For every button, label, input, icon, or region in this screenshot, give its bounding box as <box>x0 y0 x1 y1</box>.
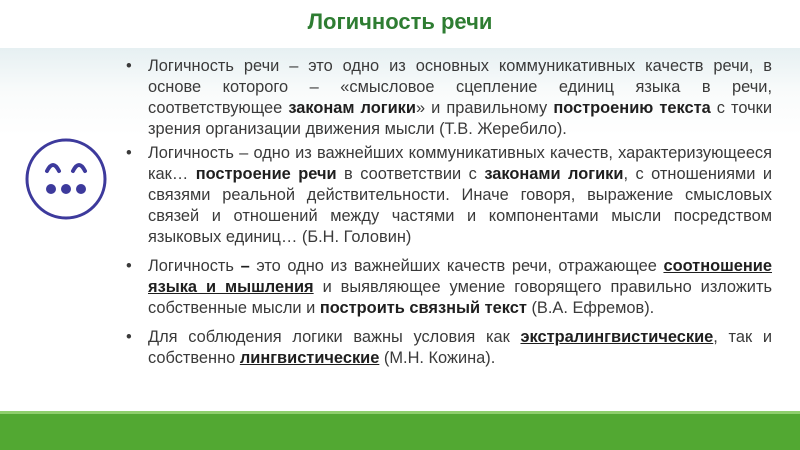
bold-phrase: построить связный текст <box>319 299 527 317</box>
bullet-marker: • <box>126 144 132 162</box>
paragraph-text: это одно из важнейших качеств речи, отражающее <box>249 257 664 275</box>
paragraph-text: » и правильному <box>415 99 554 117</box>
smiling-face-icon <box>24 137 108 221</box>
paragraph-text: , с отношениями и связями реальной действительности. Иначе говоря, выражение смысловых связей и отношений между частями и компонентами мысли посредством языковых единиц… (Б.Н. Головин) <box>148 165 773 246</box>
bullet-marker: • <box>126 257 132 275</box>
bold-phrase: – <box>240 257 250 275</box>
paragraph-text: Логичность – одно из важнейших коммуникативных качеств, характеризующееся как… <box>148 144 772 183</box>
paragraph-text: (В.А. Ефремов). <box>526 299 655 317</box>
bold-phrase: построению текста <box>553 99 711 117</box>
paragraph-3 <box>120 256 772 319</box>
paragraph-text: Логичность <box>148 257 241 275</box>
paragraph-text: (М.Н. Кожина). <box>379 349 496 367</box>
paragraph-text: Логичность речи – это одно из основных коммуникативных качеств речи, в основе которого – «смысловое сцепление единиц языка в речи, соответствующее <box>148 57 772 117</box>
title-bar <box>0 0 800 48</box>
paragraph-1 <box>120 56 772 140</box>
bold-underlined-phrase: соотношение языка и мышления <box>148 257 772 296</box>
slide-title: Логичность речи <box>307 9 493 34</box>
paragraph-text: Для соблюдения логики важны условия как <box>148 328 521 346</box>
text-area <box>120 54 772 369</box>
paragraph-text: в соответствии с <box>336 165 485 183</box>
bold-phrase: законам логики <box>288 99 416 117</box>
paragraph-text: , так и собственно <box>148 328 772 367</box>
footer-bar <box>0 414 800 450</box>
bullet-marker: • <box>126 328 132 346</box>
paragraph-text: и выявляющее умение говорящего правильно изложить собственные мысли и <box>148 278 772 317</box>
paragraph-4 <box>120 327 772 369</box>
bold-underlined-phrase: экстралингвистические <box>520 328 714 346</box>
paragraph-text: с точки зрения организации движения мысли (Т.В. Жеребило). <box>148 99 772 138</box>
bold-underlined-phrase: лингвистические <box>239 349 380 367</box>
paragraph-2 <box>120 143 772 248</box>
bold-phrase: построение речи <box>195 165 337 183</box>
bold-phrase: законами логики <box>484 165 624 183</box>
bullet-marker: • <box>126 57 132 75</box>
